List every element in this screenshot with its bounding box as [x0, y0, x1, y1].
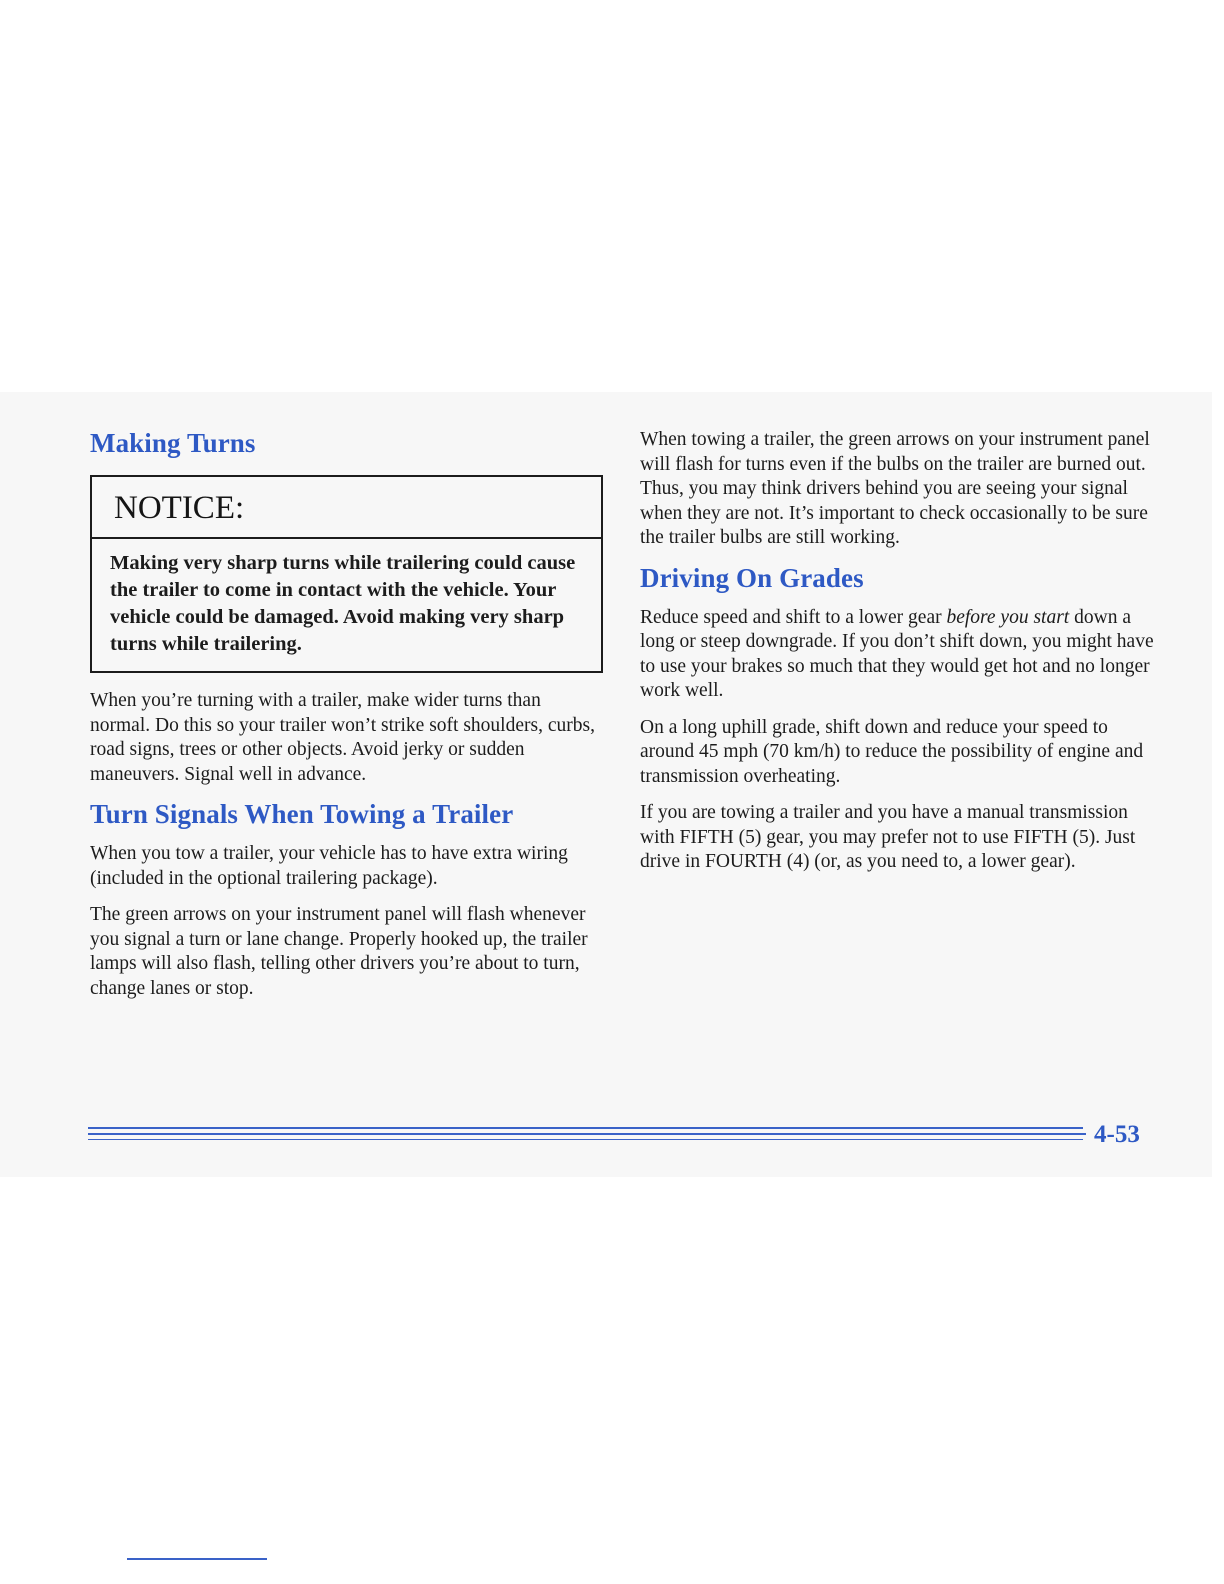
footer-rule-3 — [88, 1139, 1083, 1140]
heading-making-turns: Making Turns — [90, 428, 256, 458]
footer-rules — [88, 1124, 1088, 1144]
paragraph-turn-signals-1: When you tow a trailer, your vehicle has to have extra wiring (included in the optional trailering package). — [90, 843, 568, 889]
paragraph-making-turns: When you’re turning with a trailer, make wider turns than normal. Do this so your trailer won’t strike soft shoulders, curbs, road signs, trees or other objects. Avoid jerky or sudden maneuvers. Signal well in advance. — [90, 690, 595, 785]
right-column — [640, 428, 1155, 887]
paragraph-grades-1-end: down a long or steep downgrade. If you don’t shift down, you might have to use your brakes so much that they would get hot and no longer work well. — [640, 606, 1154, 701]
heading-turn-signals: Turn Signals When Towing a Trailer — [90, 799, 514, 829]
paragraph-grades-1-start: Reduce speed and shift to a lower gear — [640, 606, 947, 628]
footer-rule-1 — [88, 1127, 1083, 1129]
paragraph-grades-1 — [640, 606, 1155, 704]
paragraph-grades-1-emphasis: before you start — [946, 606, 1070, 628]
paragraph-grades-2: On a long uphill grade, shift down and reduce your speed to around 45 mph (70 km/h) to reduce the possibility of engine and transmission overheating. — [640, 716, 1144, 787]
left-column — [90, 428, 605, 1013]
heading-driving-on-grades: Driving On Grades — [640, 562, 864, 593]
notice-box — [90, 475, 603, 673]
footer-rule-2 — [88, 1133, 1086, 1135]
bottom-rule — [127, 1558, 267, 1560]
page-number: 4-53 — [1094, 1121, 1140, 1148]
notice-label: NOTICE: — [92, 477, 601, 539]
notice-text: Making very sharp turns while trailering could cause the trailer to come in contact with the vehicle. Your vehicle could be damaged. Avoid making very sharp turns while trailering. — [110, 552, 576, 655]
paragraph-turn-signals-2: The green arrows on your instrument panel will flash whenever you signal a turn or lane change. Properly hooked up, the trailer lamps will also flash, telling other drivers you’re about to turn, change lanes or stop. — [90, 904, 588, 999]
paragraph-grades-3: If you are towing a trailer and you have a manual transmission with FIFTH (5) gear, you may prefer not to use FIFTH (5). Just drive in FOURTH (4) (or, as you need to, a lower gear). — [640, 802, 1136, 872]
paragraph-towing-arrows: When towing a trailer, the green arrows on your instrument panel will flash for turns even if the bulbs on the trailer are burned out. Thus, you may think drivers behind you are seeing your signal when they are not. It’s important to check occasionally to be sure the trailer bulbs are still working. — [640, 429, 1150, 548]
